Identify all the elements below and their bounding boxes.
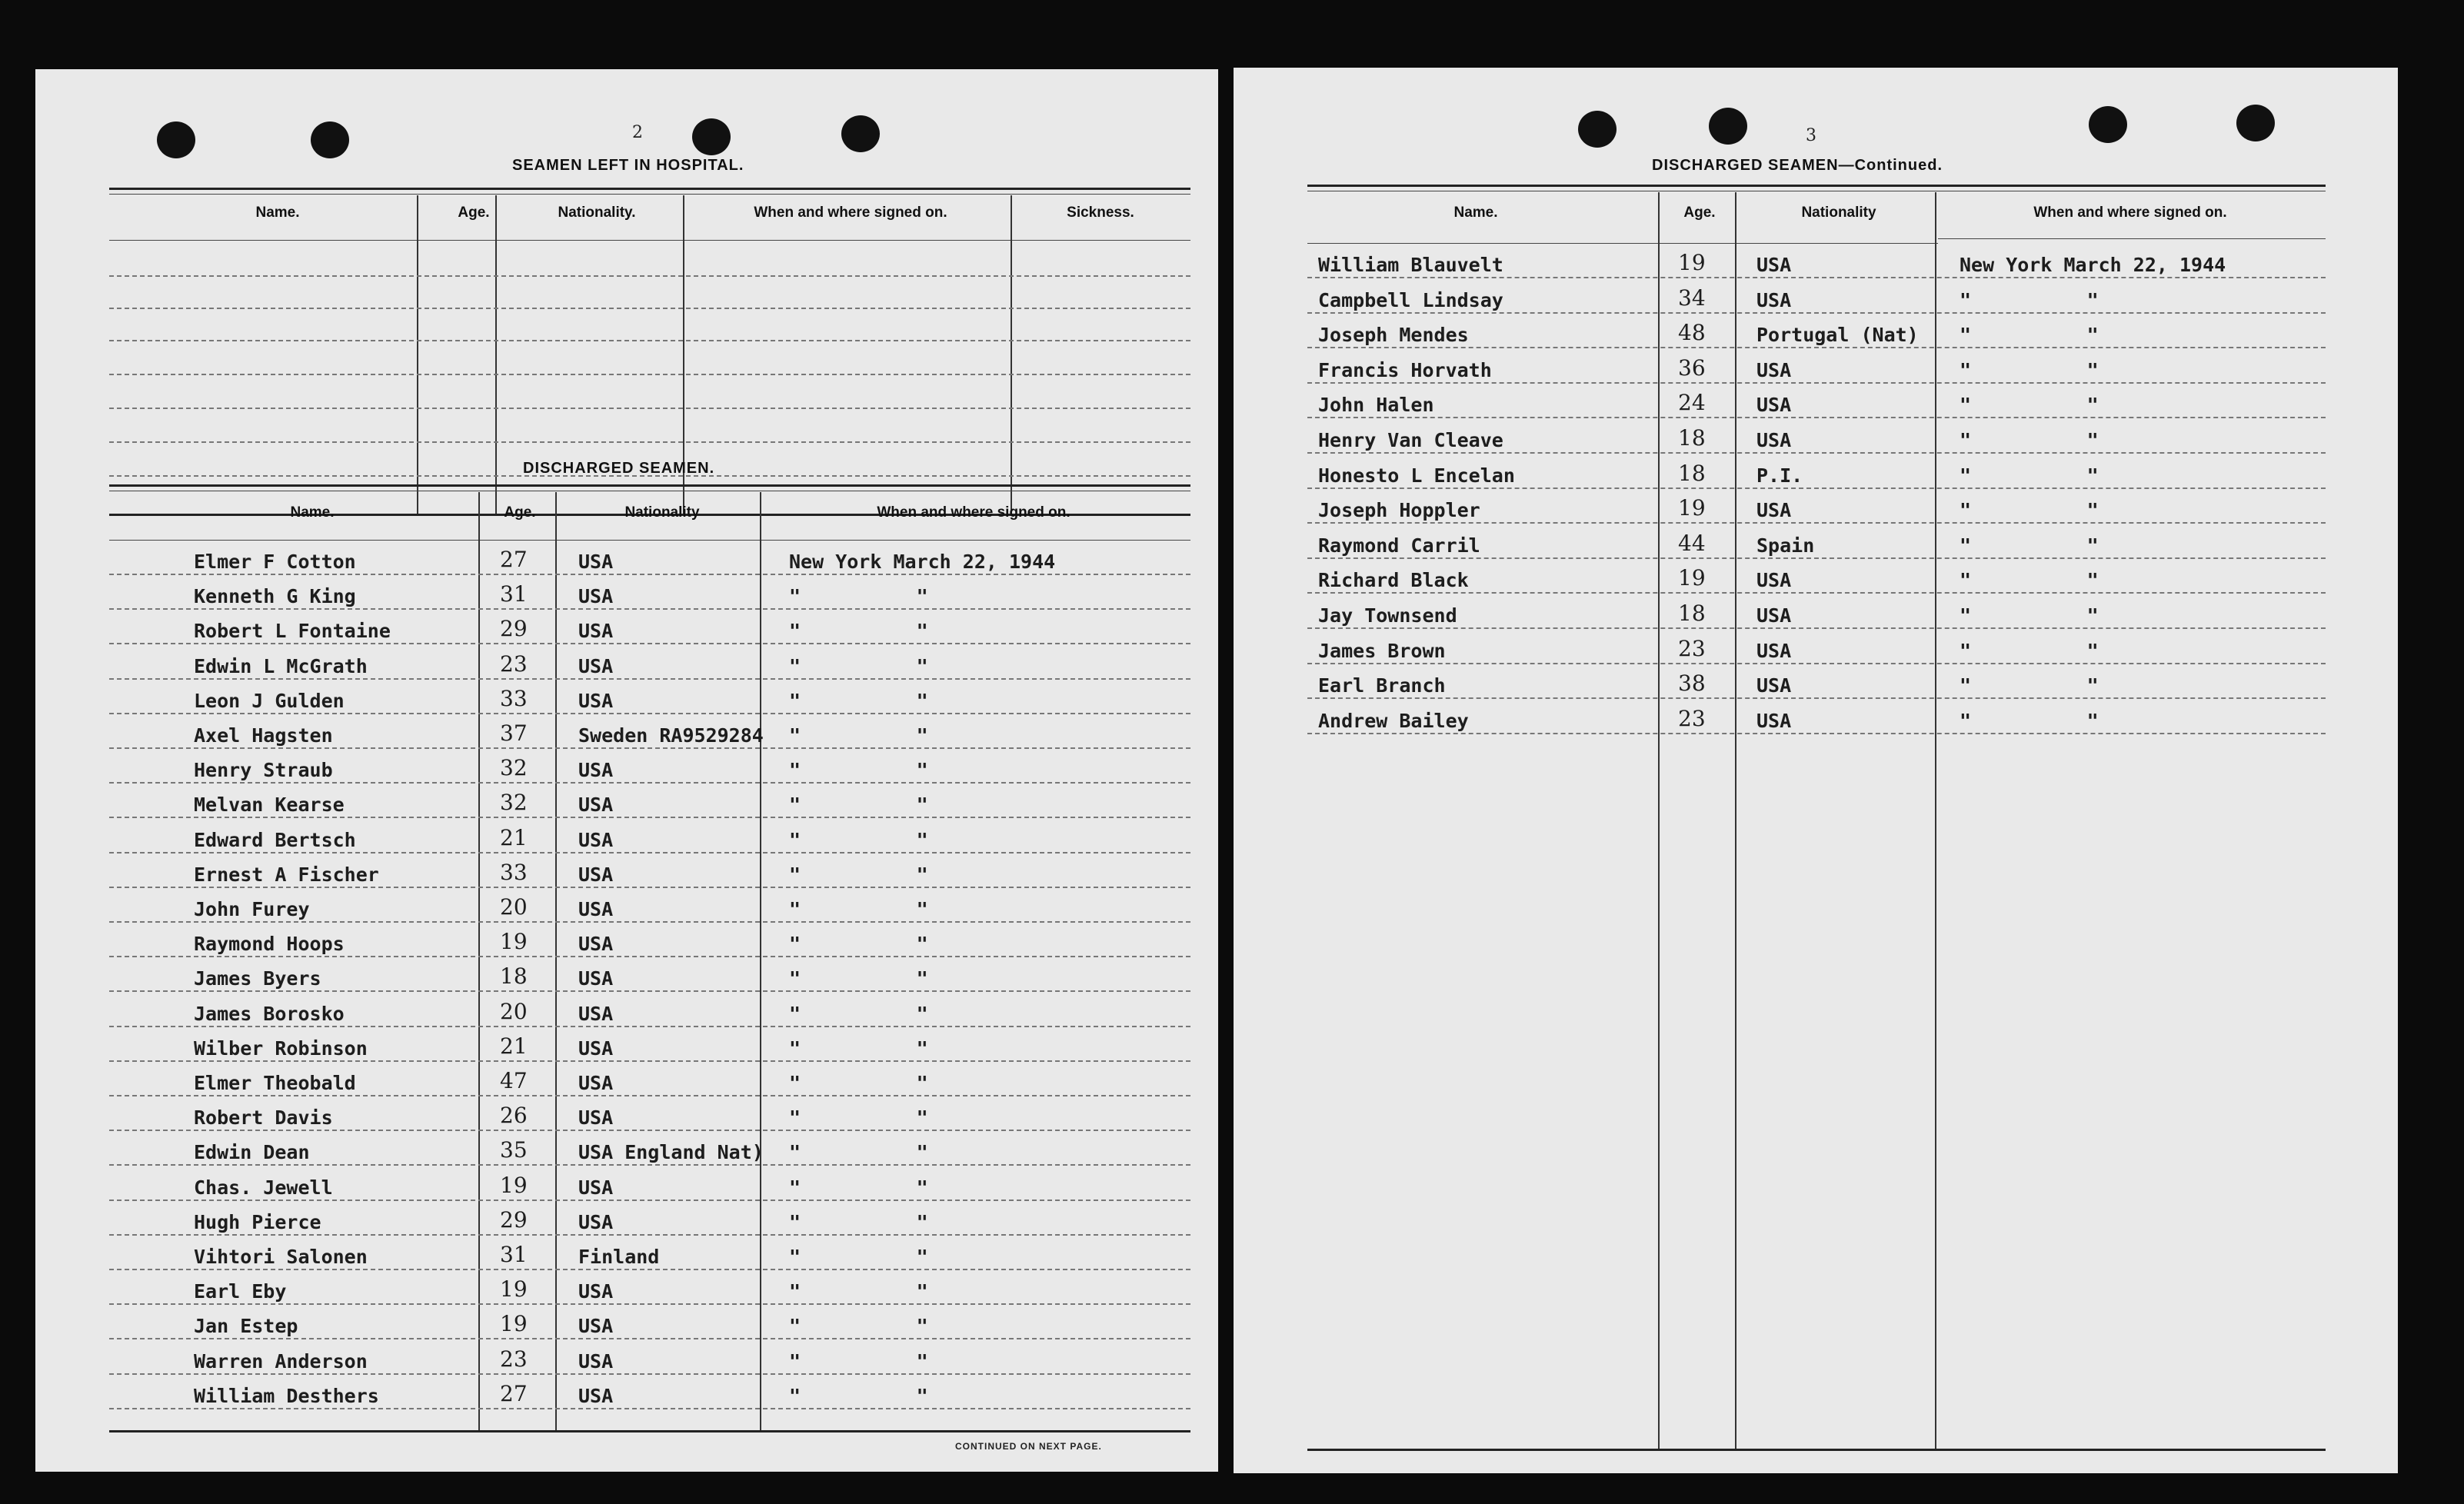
seaman-signed-on: " " bbox=[1960, 709, 2099, 732]
row-rule bbox=[1307, 733, 2326, 734]
seaman-signed-on: " " bbox=[789, 1315, 928, 1338]
seaman-nationality: USA bbox=[578, 585, 614, 608]
seaman-age: 37 bbox=[500, 720, 528, 746]
seaman-name: James Brown bbox=[1318, 639, 1446, 662]
seaman-signed-on: " " bbox=[1960, 674, 2099, 697]
seaman-signed-on: " " bbox=[789, 759, 928, 782]
discharged-continued-title: DISCHARGED SEAMEN—Continued. bbox=[1652, 157, 1943, 174]
seaman-name: Axel Hagsten bbox=[194, 724, 333, 747]
seaman-name: Honesto L Encelan bbox=[1318, 464, 1515, 487]
seaman-name: Jan Estep bbox=[194, 1315, 298, 1338]
seaman-signed-on: New York March 22, 1944 bbox=[1960, 254, 2226, 276]
seaman-nationality: USA bbox=[578, 654, 614, 677]
seaman-nationality: USA bbox=[578, 1384, 614, 1407]
row-rule bbox=[109, 678, 1190, 680]
seaman-signed-on: " " bbox=[1960, 604, 2099, 627]
seaman-nationality: USA bbox=[578, 620, 614, 643]
seaman-name: Edward Bertsch bbox=[194, 828, 356, 851]
seaman-signed-on: " " bbox=[789, 794, 928, 817]
seaman-age: 38 bbox=[1678, 670, 1706, 697]
seaman-name: James Byers bbox=[194, 967, 321, 990]
seaman-name: Wilber Robinson bbox=[194, 1036, 368, 1060]
seaman-nationality: USA bbox=[1756, 674, 1792, 697]
row-rule bbox=[109, 1164, 1190, 1166]
seaman-nationality: USA bbox=[578, 828, 614, 851]
seaman-name: Henry Straub bbox=[194, 759, 333, 782]
seaman-nationality: USA bbox=[1756, 429, 1792, 451]
row-rule bbox=[1307, 417, 2326, 418]
seaman-name: Leon J Gulden bbox=[194, 689, 345, 712]
row-rule bbox=[109, 1303, 1190, 1305]
seaman-name: Melvan Kearse bbox=[194, 794, 345, 817]
col-header-signed-on: When and where signed on. bbox=[2033, 205, 2227, 221]
col-header-nationality: Nationality bbox=[624, 504, 700, 521]
seaman-nationality: Spain bbox=[1756, 534, 1815, 557]
seaman-signed-on: " " bbox=[1960, 464, 2099, 487]
seaman-age: 23 bbox=[500, 651, 528, 677]
seaman-nationality: USA bbox=[1756, 639, 1792, 662]
seaman-nationality: USA bbox=[578, 863, 614, 886]
seaman-nationality: USA bbox=[578, 898, 614, 920]
seaman-name: Richard Black bbox=[1318, 569, 1469, 592]
seaman-nationality: USA bbox=[578, 1072, 614, 1094]
row-rule bbox=[109, 1373, 1190, 1375]
seaman-signed-on: " " bbox=[789, 620, 928, 643]
seaman-name: John Halen bbox=[1318, 394, 1434, 417]
seaman-name: Earl Eby bbox=[194, 1280, 287, 1303]
seaman-age: 24 bbox=[1678, 390, 1706, 416]
seaman-name: Edwin L McGrath bbox=[194, 654, 368, 677]
row-rule bbox=[1307, 557, 2326, 559]
row-rule bbox=[109, 713, 1190, 714]
seaman-age: 26 bbox=[500, 1103, 528, 1129]
continued-note: CONTINUED ON NEXT PAGE. bbox=[955, 1441, 1102, 1452]
seaman-age: 20 bbox=[500, 998, 528, 1024]
seaman-signed-on: " " bbox=[1960, 288, 2099, 311]
seaman-age: 23 bbox=[1678, 635, 1706, 661]
seaman-name: Henry Van Cleave bbox=[1318, 429, 1503, 451]
punch-hole bbox=[841, 115, 880, 152]
seaman-name: Ernest A Fischer bbox=[194, 863, 379, 886]
row-rule bbox=[1307, 522, 2326, 524]
row-rule bbox=[1307, 627, 2326, 629]
seaman-name: Edwin Dean bbox=[194, 1141, 310, 1164]
row-rule bbox=[109, 1130, 1190, 1131]
row-rule bbox=[1307, 487, 2326, 489]
seaman-signed-on: " " bbox=[789, 1280, 928, 1303]
seaman-age: 19 bbox=[1678, 250, 1706, 275]
row-rule bbox=[109, 1060, 1190, 1062]
seaman-name: Francis Horvath bbox=[1318, 358, 1492, 381]
seaman-age: 33 bbox=[500, 859, 528, 885]
seaman-age: 29 bbox=[500, 616, 528, 642]
seaman-nationality: Sweden RA9529284 bbox=[578, 724, 764, 747]
seaman-signed-on: " " bbox=[1960, 569, 2099, 592]
seaman-age: 34 bbox=[1678, 284, 1706, 311]
seaman-name: Robert Davis bbox=[194, 1106, 333, 1130]
seaman-nationality: USA bbox=[1756, 394, 1792, 417]
seaman-name: Campbell Lindsay bbox=[1318, 288, 1503, 311]
seaman-age: 44 bbox=[1678, 530, 1706, 556]
col-header-nationality: Nationality. bbox=[558, 205, 636, 221]
row-rule bbox=[109, 887, 1190, 888]
row-rule bbox=[109, 1200, 1190, 1201]
seaman-nationality: USA bbox=[578, 759, 614, 782]
row-rule bbox=[109, 1234, 1190, 1236]
seaman-age: 27 bbox=[500, 547, 528, 572]
row-rule bbox=[109, 852, 1190, 853]
row-rule bbox=[109, 921, 1190, 923]
seaman-nationality: USA bbox=[578, 689, 614, 712]
seaman-name: William Desthers bbox=[194, 1384, 379, 1407]
seaman-name: Joseph Hoppler bbox=[1318, 499, 1480, 522]
seaman-age: 18 bbox=[1678, 601, 1706, 626]
seaman-nationality: USA bbox=[1756, 569, 1792, 592]
seaman-nationality: USA bbox=[578, 1002, 614, 1025]
row-rule bbox=[1307, 382, 2326, 384]
row-rule bbox=[109, 1408, 1190, 1409]
row-rule bbox=[1307, 452, 2326, 454]
seaman-name: Raymond Hoops bbox=[194, 933, 345, 956]
seaman-nationality: USA bbox=[578, 1106, 614, 1130]
seaman-nationality: USA bbox=[578, 1210, 614, 1233]
seaman-signed-on: " " bbox=[789, 1036, 928, 1060]
seaman-name: Chas. Jewell bbox=[194, 1176, 333, 1199]
seaman-nationality: USA bbox=[578, 933, 614, 956]
seaman-nationality: P.I. bbox=[1756, 464, 1803, 487]
seaman-age: 19 bbox=[500, 1276, 528, 1303]
row-rule bbox=[109, 1026, 1190, 1027]
seaman-nationality: USA bbox=[578, 551, 614, 573]
col-header-age: Age. bbox=[1683, 205, 1716, 221]
seaman-signed-on: " " bbox=[789, 1106, 928, 1130]
seaman-signed-on: " " bbox=[789, 933, 928, 956]
row-rule bbox=[1307, 697, 2326, 699]
seaman-nationality: USA bbox=[578, 1036, 614, 1060]
seaman-nationality: USA bbox=[1756, 254, 1792, 276]
seaman-signed-on: " " bbox=[789, 1246, 928, 1268]
seaman-signed-on: " " bbox=[789, 1072, 928, 1094]
row-rule bbox=[1307, 347, 2326, 348]
seaman-signed-on: " " bbox=[1960, 534, 2099, 557]
seaman-age: 27 bbox=[500, 1380, 528, 1406]
seaman-nationality: Finland bbox=[578, 1246, 660, 1268]
seaman-signed-on: " " bbox=[789, 585, 928, 608]
seaman-signed-on: " " bbox=[789, 1384, 928, 1407]
seaman-nationality: USA bbox=[1756, 604, 1792, 627]
seaman-age: 33 bbox=[500, 685, 528, 711]
row-rule bbox=[109, 608, 1190, 610]
row-rule bbox=[109, 1338, 1190, 1339]
seaman-name: Raymond Carril bbox=[1318, 534, 1480, 557]
row-rule bbox=[109, 643, 1190, 644]
row-rule bbox=[109, 817, 1190, 818]
col-header-age: Age. bbox=[458, 205, 490, 221]
seaman-signed-on: " " bbox=[789, 1002, 928, 1025]
seaman-signed-on: " " bbox=[789, 654, 928, 677]
seaman-signed-on: " " bbox=[1960, 358, 2099, 381]
right-page bbox=[1234, 68, 2398, 1473]
col-header-sickness: Sickness. bbox=[1067, 205, 1134, 221]
seaman-nationality: USA bbox=[578, 967, 614, 990]
seaman-signed-on: New York March 22, 1944 bbox=[789, 551, 1056, 573]
seaman-nationality: Portugal (Nat) bbox=[1756, 324, 1919, 347]
row-rule bbox=[109, 574, 1190, 575]
seaman-nationality: USA bbox=[578, 1176, 614, 1199]
row-rule bbox=[109, 1095, 1190, 1096]
punch-hole bbox=[1578, 111, 1617, 148]
seaman-name: Elmer Theobald bbox=[194, 1072, 356, 1094]
seaman-name: Kenneth G King bbox=[194, 585, 356, 608]
row-rule bbox=[1307, 663, 2326, 664]
punch-hole bbox=[2089, 106, 2127, 143]
seaman-age: 18 bbox=[1678, 460, 1706, 486]
seaman-name: Earl Branch bbox=[1318, 674, 1446, 697]
seaman-nationality: USA bbox=[578, 1315, 614, 1338]
seaman-nationality: USA bbox=[578, 1349, 614, 1373]
page-number: 2 bbox=[632, 123, 643, 142]
seaman-age: 19 bbox=[500, 1172, 528, 1198]
col-header-nationality: Nationality bbox=[1801, 205, 1876, 221]
seaman-signed-on: " " bbox=[789, 898, 928, 920]
seaman-nationality: USA bbox=[1756, 499, 1792, 522]
seaman-signed-on: " " bbox=[789, 1210, 928, 1233]
hospital-section-title: SEAMEN LEFT IN HOSPITAL. bbox=[512, 157, 744, 174]
seaman-nationality: USA bbox=[1756, 288, 1792, 311]
seaman-signed-on: " " bbox=[789, 967, 928, 990]
col-header-name: Name. bbox=[1453, 205, 1498, 221]
seaman-age: 31 bbox=[500, 581, 528, 607]
seaman-signed-on: " " bbox=[789, 863, 928, 886]
seaman-signed-on: " " bbox=[1960, 429, 2099, 451]
left-page bbox=[35, 69, 1218, 1472]
seaman-age: 47 bbox=[500, 1068, 528, 1093]
seaman-name: Jay Townsend bbox=[1318, 604, 1457, 627]
seaman-age: 29 bbox=[500, 1206, 528, 1233]
punch-hole bbox=[692, 118, 731, 155]
seaman-age: 20 bbox=[500, 894, 528, 920]
seaman-name: James Borosko bbox=[194, 1002, 345, 1025]
seaman-name: William Blauvelt bbox=[1318, 254, 1503, 276]
row-rule bbox=[109, 990, 1190, 992]
col-header-age: Age. bbox=[504, 504, 536, 521]
seaman-nationality: USA bbox=[578, 794, 614, 817]
seaman-age: 48 bbox=[1678, 320, 1706, 346]
seaman-signed-on: " " bbox=[1960, 499, 2099, 522]
seaman-age: 18 bbox=[500, 963, 528, 990]
seaman-nationality: USA bbox=[1756, 358, 1792, 381]
seaman-name: Vihtori Salonen bbox=[194, 1246, 368, 1268]
seaman-name: Andrew Bailey bbox=[1318, 709, 1469, 732]
seaman-nationality: USA bbox=[578, 1280, 614, 1303]
row-rule bbox=[109, 782, 1190, 784]
seaman-age: 32 bbox=[500, 755, 528, 781]
seaman-age: 19 bbox=[1678, 565, 1706, 591]
col-header-signed-on: When and where signed on. bbox=[754, 205, 947, 221]
seaman-name: John Furey bbox=[194, 898, 310, 920]
punch-hole bbox=[2236, 105, 2275, 141]
seaman-signed-on: " " bbox=[789, 828, 928, 851]
seaman-age: 23 bbox=[1678, 705, 1706, 731]
col-header-name: Name. bbox=[255, 205, 300, 221]
seaman-age: 19 bbox=[1678, 495, 1706, 521]
seaman-nationality: USA bbox=[1756, 709, 1792, 732]
seaman-age: 19 bbox=[500, 929, 528, 955]
seaman-signed-on: " " bbox=[789, 1349, 928, 1373]
seaman-age: 31 bbox=[500, 1242, 528, 1267]
punch-hole bbox=[1709, 108, 1747, 145]
seaman-age: 21 bbox=[500, 1033, 528, 1059]
seaman-name: Hugh Pierce bbox=[194, 1210, 321, 1233]
punch-hole bbox=[311, 121, 349, 158]
seaman-name: Joseph Mendes bbox=[1318, 324, 1469, 347]
seaman-name: Warren Anderson bbox=[194, 1349, 368, 1373]
page-number: 3 bbox=[1806, 126, 1816, 145]
seaman-nationality: USA England Nat) bbox=[578, 1141, 764, 1164]
seaman-age: 35 bbox=[500, 1137, 528, 1163]
seaman-signed-on: " " bbox=[789, 689, 928, 712]
discharged-section-title: DISCHARGED SEAMEN. bbox=[523, 460, 715, 477]
row-rule bbox=[1307, 277, 2326, 278]
seaman-signed-on: " " bbox=[1960, 394, 2099, 417]
seaman-signed-on: " " bbox=[789, 1141, 928, 1164]
seaman-age: 18 bbox=[1678, 425, 1706, 451]
seaman-age: 19 bbox=[500, 1311, 528, 1337]
seaman-name: Elmer F Cotton bbox=[194, 551, 356, 573]
row-rule bbox=[109, 1269, 1190, 1270]
seaman-age: 32 bbox=[500, 790, 528, 816]
col-header-signed-on: When and where signed on. bbox=[877, 504, 1071, 521]
col-header-name: Name. bbox=[290, 504, 335, 521]
seaman-signed-on: " " bbox=[789, 724, 928, 747]
punch-hole bbox=[157, 121, 195, 158]
row-rule bbox=[1307, 312, 2326, 314]
row-rule bbox=[109, 747, 1190, 749]
row-rule bbox=[109, 956, 1190, 957]
seaman-age: 21 bbox=[500, 824, 528, 850]
seaman-signed-on: " " bbox=[789, 1176, 928, 1199]
seaman-signed-on: " " bbox=[1960, 324, 2099, 347]
seaman-age: 23 bbox=[500, 1346, 528, 1372]
row-rule bbox=[1307, 592, 2326, 594]
seaman-signed-on: " " bbox=[1960, 639, 2099, 662]
seaman-age: 36 bbox=[1678, 354, 1706, 381]
seaman-name: Robert L Fontaine bbox=[194, 620, 391, 643]
